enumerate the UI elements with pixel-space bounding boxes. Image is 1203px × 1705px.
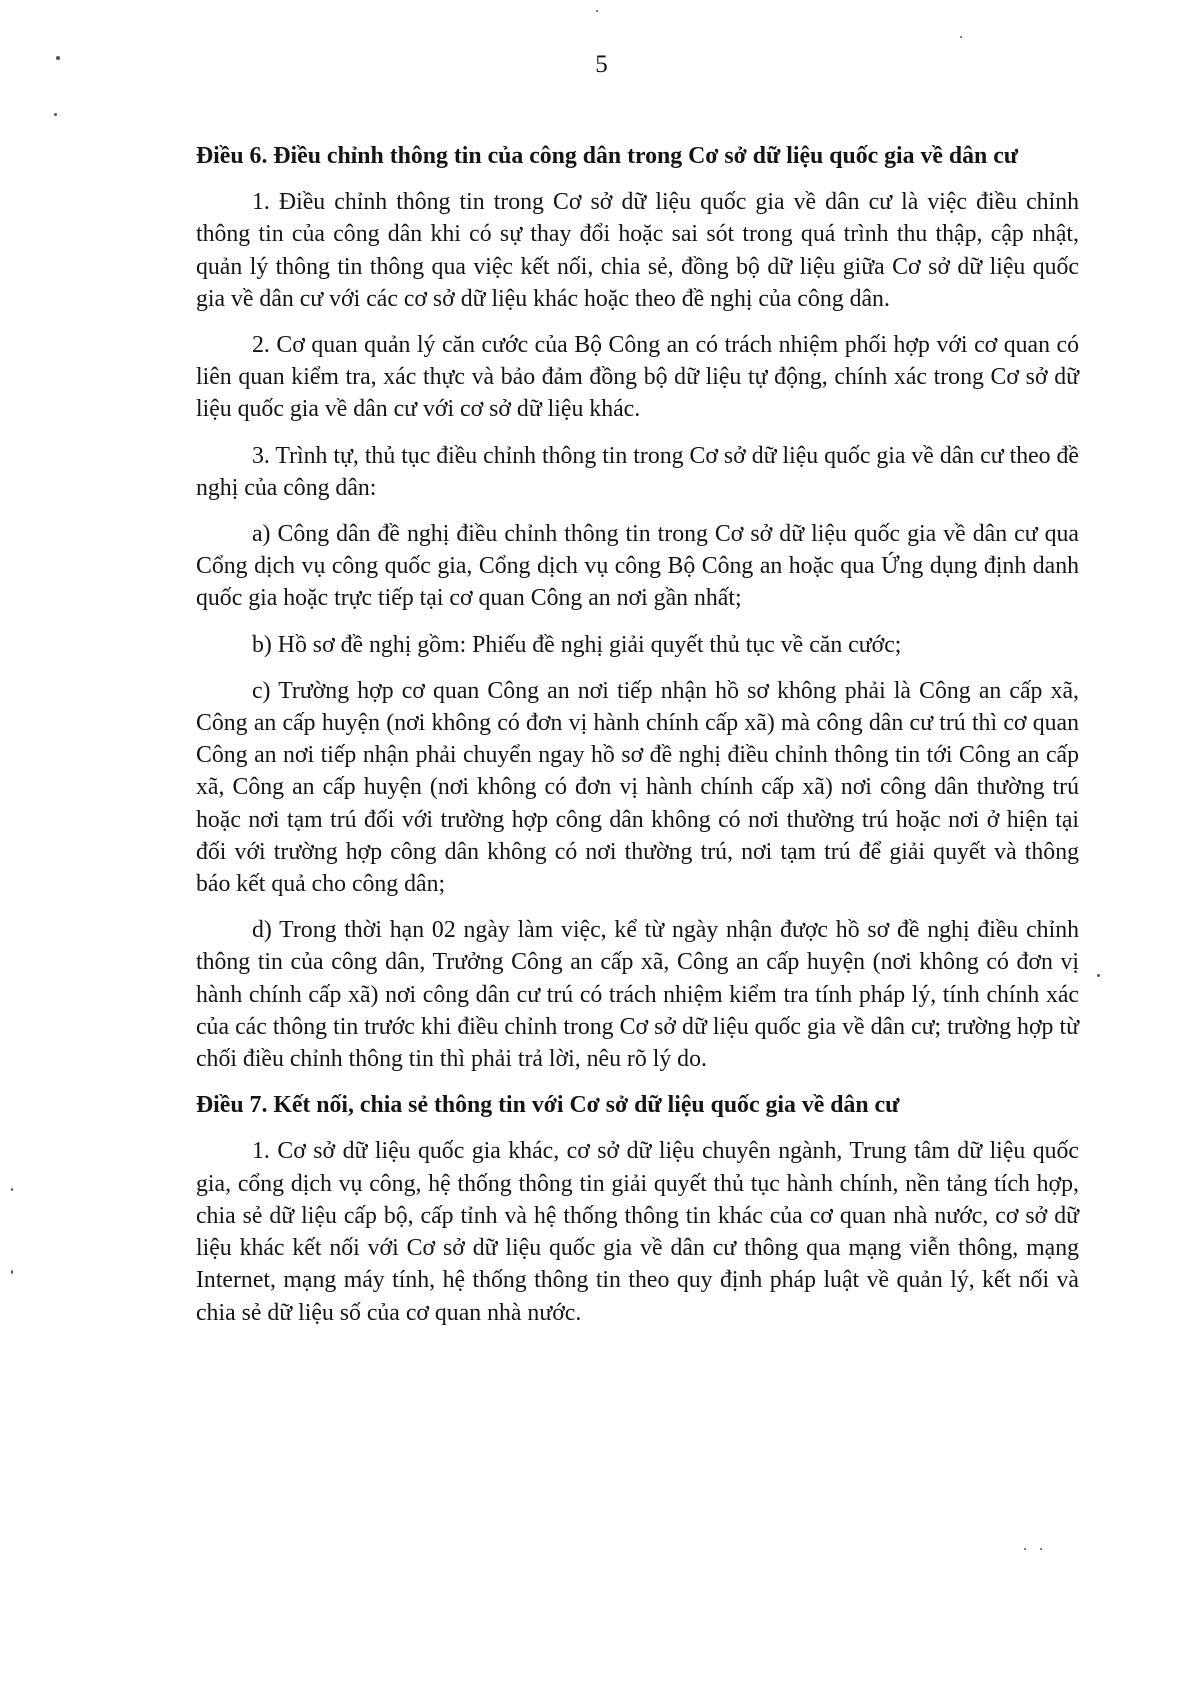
document-body (196, 140, 1079, 1343)
scan-speck (596, 10, 598, 12)
page-number: 5 (595, 51, 608, 78)
scan-speck (54, 113, 57, 116)
article-6-point-d: d) Trong thời hạn 02 ngày làm việc, kể từ ngày nhận được hồ sơ đề nghị điều chỉnh thông tin của công dân, Trưởng Công an cấp xã, Công an cấp huyện (nơi không có đơn vị hành chính cấp xã) nơi công dân cư trú có trách nhiệm kiểm tra tính pháp lý, tính chính xác của các thông tin trước khi điều chỉnh trong Cơ sở dữ liệu quốc gia về dân cư; trường hợp từ chối điều chỉnh thông tin thì phải trả lời, nêu rõ lý do. (196, 917, 1079, 1073)
scan-speck (1040, 1548, 1042, 1550)
article-7-clause-1: 1. Cơ sở dữ liệu quốc gia khác, cơ sở dữ liệu chuyên ngành, Trung tâm dữ liệu quốc gia, cổng dịch vụ công, hệ thống thông tin giải quyết thủ tục hành chính, nền tảng tích hợp, chia sẻ dữ liệu cấp bộ, cấp tỉnh và hệ thống thông tin khác của cơ quan nhà nước, cơ sở dữ liệu khác kết nối với Cơ sở dữ liệu quốc gia về dân cư thông qua mạng viễn thông, mạng Internet, mạng máy tính, hệ thống thông tin theo quy định pháp luật về quản lý, kết nối và chia sẻ dữ liệu số của cơ quan nhà nước. (196, 1138, 1079, 1326)
article-6-clause-1: 1. Điều chỉnh thông tin trong Cơ sở dữ liệu quốc gia về dân cư là việc điều chỉnh thông tin của công dân khi có sự thay đổi hoặc sai sót trong quá trình thu thập, cập nhật, quản lý thông tin thông qua việc kết nối, chia sẻ, đồng bộ dữ liệu giữa Cơ sở dữ liệu quốc gia về dân cư với các cơ sở dữ liệu khác hoặc theo đề nghị của công dân. (196, 189, 1079, 312)
article-6-point-c: c) Trường hợp cơ quan Công an nơi tiếp nhận hồ sơ không phải là Công an cấp xã, Công an cấp huyện (nơi không có đơn vị hành chính cấp xã) mà công dân cư trú thì cơ quan Công an nơi tiếp nhận phải chuyển ngay hồ sơ đề nghị điều chỉnh thông tin tới Công an cấp xã, Công an cấp huyện (nơi không có đơn vị hành chính cấp xã) nơi công dân thường trú hoặc nơi tạm trú đối với trường hợp công dân không có nơi thường trú hoặc nơi ở hiện tại đối với trường hợp công dân không có nơi thường trú, nơi tạm trú để giải quyết và thông báo kết quả cho công dân; (196, 677, 1079, 898)
article-7-heading: Điều 7. Kết nối, chia sẻ thông tin với Cơ sở dữ liệu quốc gia về dân cư (196, 1092, 900, 1119)
article-6-heading: Điều 6. Điều chỉnh thông tin của công dân trong Cơ sở dữ liệu quốc gia về dân cư (196, 143, 1019, 169)
scan-speck (960, 36, 962, 38)
article-6-clause-2: 2. Cơ quan quản lý căn cước của Bộ Công an có trách nhiệm phối hợp với cơ quan có liên quan kiểm tra, xác thực và bảo đảm đồng bộ dữ liệu tự động, chính xác trong Cơ sở dữ liệu quốc gia về dân cư với cơ sở dữ liệu khác. (196, 332, 1079, 423)
scan-speck (1024, 1548, 1026, 1550)
scan-speck (1097, 974, 1100, 977)
article-6-point-b: b) Hồ sơ đề nghị gồm: Phiếu đề nghị giải quyết thủ tục về căn cước; (252, 631, 902, 658)
article-6-clause-3: 3. Trình tự, thủ tục điều chỉnh thông tin trong Cơ sở dữ liệu quốc gia về dân cư theo đề nghị của công dân: (196, 442, 1079, 501)
article-6-point-a: a) Công dân đề nghị điều chỉnh thông tin trong Cơ sở dữ liệu quốc gia về dân cư qua Cổng dịch vụ công quốc gia, Cổng dịch vụ công Bộ Công an hoặc qua Ứng dụng định danh quốc gia hoặc trực tiếp tại cơ quan Công an nơi gần nhất; (196, 521, 1079, 612)
scan-speck (11, 1188, 13, 1191)
scan-speck (11, 1270, 13, 1274)
